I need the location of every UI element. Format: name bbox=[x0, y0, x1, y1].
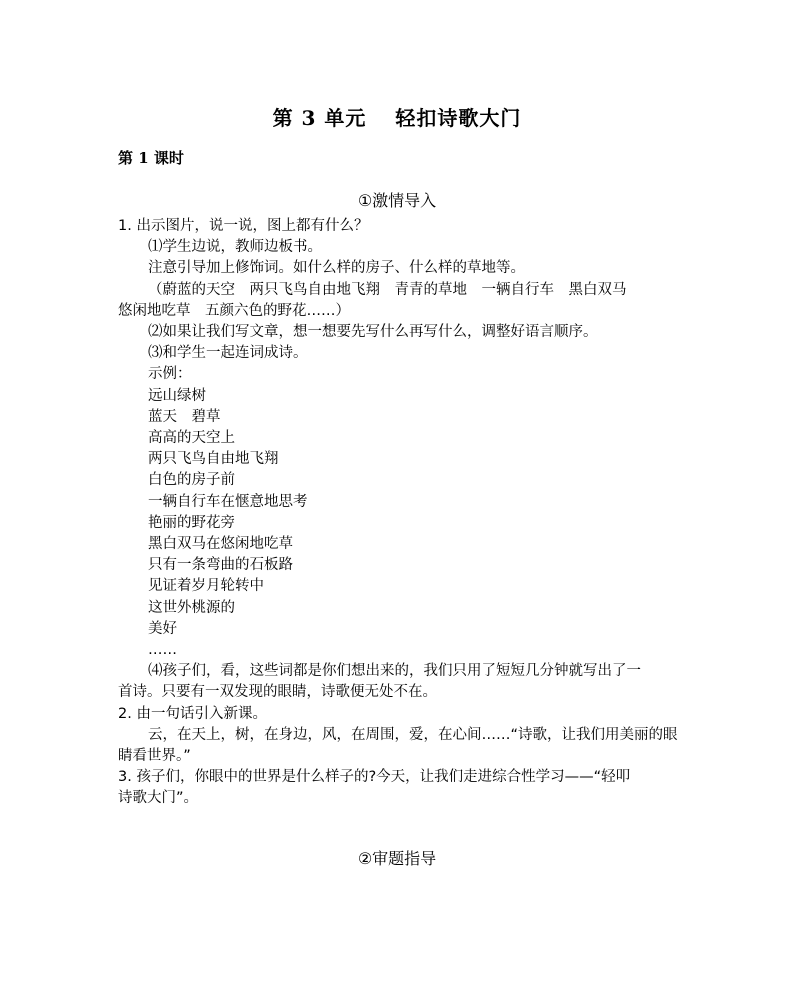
poem-line-8: 黑白双马在悠闲地吃草 bbox=[148, 536, 293, 553]
content-line-26: 睛看世界。” bbox=[118, 748, 191, 765]
poem-line-11: 这世外桃源的 bbox=[148, 599, 235, 616]
content-line-23: 首诗。只要有一双发现的眼睛，诗歌便无处不在。 bbox=[118, 684, 437, 701]
content-line-8: 示例： bbox=[148, 366, 192, 383]
poem-line-5: 白色的房子前 bbox=[148, 472, 235, 489]
unit-title: 第 3 单元 轻扣诗歌大门 bbox=[272, 106, 522, 130]
poem-line-1: 远山绿树 bbox=[148, 387, 206, 404]
content-line-6: ⑵如果让我们写文章，想一想要先写什么再写什么，调整好语言顺序。 bbox=[148, 324, 598, 341]
content-line-5: 悠闲地吃草 五颜六色的野花……） bbox=[118, 302, 350, 319]
content-line-4: （蔚蓝的天空 两只飞鸟自由地飞翔 青青的草地 一辆自行车 黑白双马 bbox=[148, 281, 627, 298]
content-line-3: 注意引导加上修饰词。如什么样的房子、什么样的草地等。 bbox=[148, 260, 525, 277]
section-heading-guidance: ②审题指导 bbox=[357, 849, 437, 868]
poem-line-2: 蓝天 碧草 bbox=[148, 408, 221, 425]
poem-line-3: 高高的天空上 bbox=[148, 430, 235, 447]
poem-line-4: 两只飞鸟自由地飞翔 bbox=[148, 451, 279, 468]
content-line-27: 3. 孩子们，你眼中的世界是什么样子的?今天，让我们走进综合性学习——“轻叩 bbox=[118, 769, 631, 786]
poem-line-6: 一辆自行车在惬意地思考 bbox=[148, 493, 308, 510]
content-line-1: 1. 出示图片，说一说，图上都有什么？ bbox=[118, 218, 369, 234]
section-heading-intro: ①激情导入 bbox=[357, 191, 437, 210]
content-line-24: 2. 由一句话引入新课。 bbox=[118, 705, 267, 722]
content-line-2: ⑴学生边说，教师边板书。 bbox=[148, 239, 322, 256]
content-line-28: 诗歌大门”。 bbox=[118, 790, 199, 807]
lesson-label: 第 1 课时 bbox=[118, 149, 184, 167]
content-line-7: ⑶和学生一起连词成诗。 bbox=[148, 345, 308, 362]
content-line-22: ⑷孩子们，看，这些词都是你们想出来的，我们只用了短短几分钟就写出了一 bbox=[148, 663, 641, 680]
lesson-content bbox=[118, 216, 678, 810]
poem-ellipsis: …… bbox=[148, 642, 177, 659]
poem-line-9: 只有一条弯曲的石板路 bbox=[148, 557, 293, 574]
poem-line-7: 艳丽的野花旁 bbox=[148, 514, 235, 531]
poem-line-10: 见证着岁月轮转中 bbox=[148, 578, 264, 595]
content-line-25: 云，在天上，树，在身边，风，在周围，爱，在心间……“诗歌，让我们用美丽的眼 bbox=[148, 726, 678, 743]
poem-line-12: 美好 bbox=[148, 620, 177, 637]
